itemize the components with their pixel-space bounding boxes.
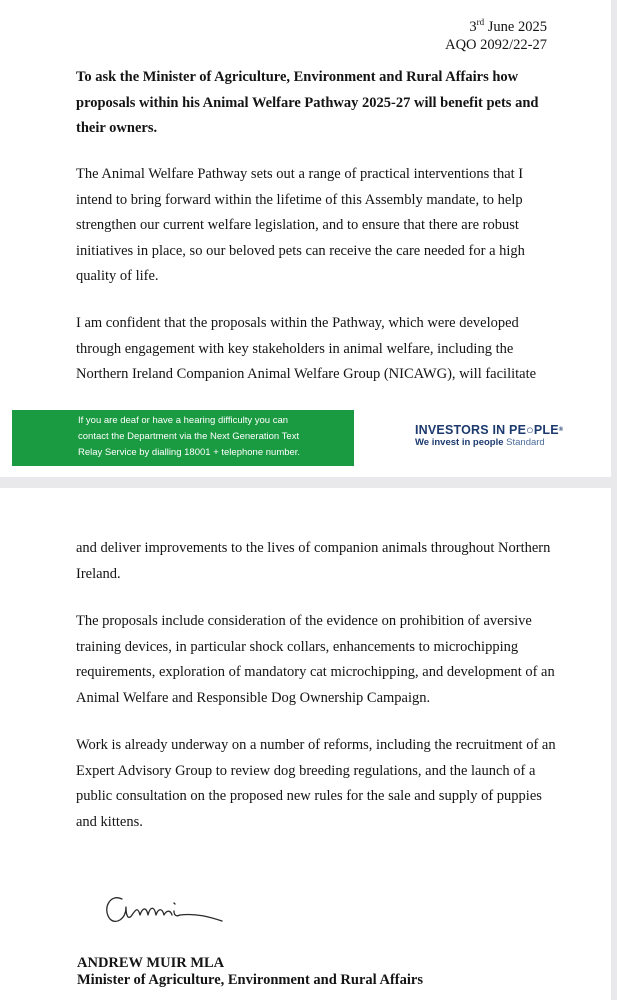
signatory-title: Minister of Agriculture, Environment and Rural Affairs bbox=[77, 972, 423, 988]
answer-paragraph-5: Work is already underway on a number of reforms, including the recruitment of an Expert Advisory Group to review dog breeding regulations, and the launch of a public consultation on the proposed new rules for the sale and supply of puppies and kittens. bbox=[76, 737, 556, 830]
letter-date: 3rd June 2025 bbox=[469, 17, 547, 35]
date-reference-block bbox=[445, 18, 547, 54]
answer-paragraph-3: and deliver improvements to the lives of companion animals throughout Northern Ireland. bbox=[76, 540, 551, 582]
assembly-question: To ask the Minister of Agriculture, Environment and Rural Affairs how proposals within his Animal Welfare Pathway 2025-27 will benefit pets and their owners. bbox=[76, 69, 539, 136]
investors-in-people-logo: INVESTORS IN PE○PLE® We invest in people Standard bbox=[415, 423, 564, 448]
answer-paragraph-1: The Animal Welfare Pathway sets out a range of practical interventions that I intend to bring forward within the lifetime of this Assembly mandate, to help strengthen our current welfare legislation, and to ensure that there are robust initiatives in place, so our beloved pets can receive the care needed for a high quality of life. bbox=[76, 166, 525, 284]
letter-page-1 bbox=[0, 0, 611, 477]
text-relay-notice: If you are deaf or have a hearing difficulty you can contact the Department via the Next Generation Text Relay Service by dialling 18001 + telephone number. bbox=[12, 410, 354, 466]
answer-paragraph-4: The proposals include consideration of the evidence on prohibition of aversive training devices, in particular shock collars, enhancements to microchipping requirements, exploration of mandatory cat microchipping, and development of an Animal Welfare and Responsible Dog Ownership Campaign. bbox=[76, 613, 555, 706]
handwritten-signature bbox=[100, 885, 240, 940]
question-reference: AQO 2092/22-27 bbox=[445, 37, 547, 53]
signatory-block bbox=[77, 955, 423, 989]
answer-paragraph-2: I am confident that the proposals within the Pathway, which were developed through engagement with key stakeholders in animal welfare, including the Northern Ireland Companion Animal Welfare Group (NICAWG), will facilitate bbox=[76, 315, 537, 382]
signatory-name: ANDREW MUIR MLA bbox=[77, 955, 225, 971]
